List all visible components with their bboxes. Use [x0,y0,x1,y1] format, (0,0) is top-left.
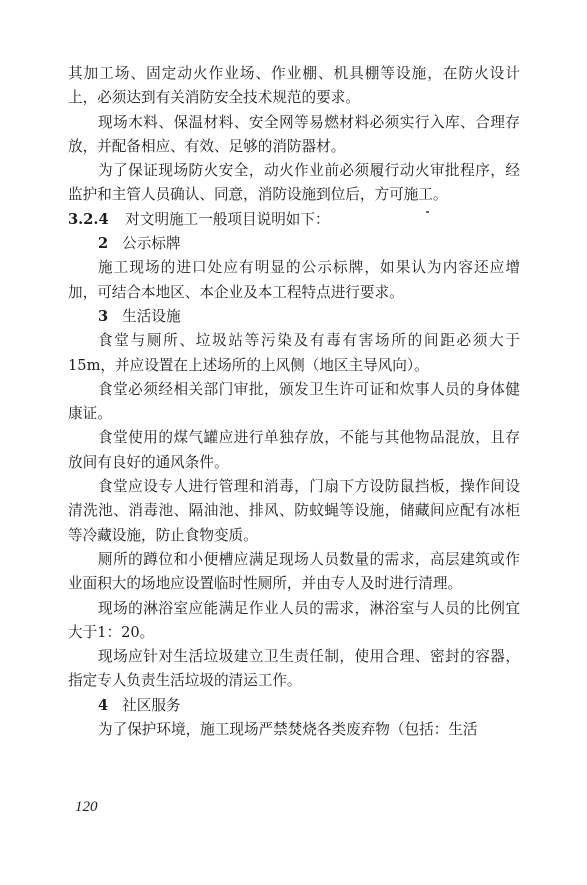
page-number: 120 [75,799,98,815]
paragraph: 食堂使用的煤气罐应进行单独存放，不能与其他物品混放，且存放间有良好的通风条件。 [68,429,520,471]
paragraph: 其加工场、固定动火作业场、作业棚、机具棚等设施，在防火设计上，必须达到有关消防安全技术规范的要求。 [68,65,520,107]
paragraph: 食堂必须经相关部门审批，颁发卫生许可证和炊事人员的身体健康证。 [68,380,520,423]
item-heading [68,305,520,329]
paragraph: 食堂与厕所、垃圾站等污染及有毒有害场所的间距必须大于15m，并应设置在上述场所的上风侧（地区主导风向）。 [68,332,520,374]
item-number: 4 [98,696,109,714]
scan-speck [426,211,429,213]
clause-heading [68,208,520,232]
paragraph: 现场的淋浴室应能满足作业人员的需求，淋浴室与人员的比例宜大于1：20。 [68,599,520,641]
paragraph: 施工现场的进口处应有明显的公示标牌，如果认为内容还应增加，可结合本地区、本企业及本工程特点进行要求。 [68,259,520,301]
paragraph: 为了保证现场防火安全，动火作业前必须履行动火审批程序，经监护和主管人员确认、同意，消防设施到位后，方可施工。 [68,162,520,204]
paragraph: 为了保护环境，施工现场严禁焚烧各类废弃物（包括：生活 [98,721,478,739]
item-heading [68,232,520,256]
clause-number: 3.2.4 [68,210,109,228]
paragraph: 现场木料、保温材料、安全网等易燃材料必须实行入库、合理存放，并配备相应、有效、足够的消防器材。 [68,113,520,155]
item-title: 公示标牌 [122,235,181,253]
page-body [68,62,520,742]
paragraph: 现场应针对生活垃圾建立卫生责任制，使用合理、密封的容器，指定专人负责生活垃圾的清运工作。 [68,648,520,690]
item-number: 2 [98,235,109,253]
item-title: 生活设施 [122,307,181,325]
paragraph: 食堂应设专人进行管理和消毒，门扇下方设防鼠挡板，操作间设清洗池、消毒池、隔油池、排风、防蚊蝇等设施，储藏间应配有冰柜等冷藏设施，防止食物变质。 [68,478,520,544]
item-heading [68,694,520,718]
item-title: 社区服务 [122,696,181,714]
item-number: 3 [98,307,109,325]
clause-title: 对文明施工一般项目说明如下： [125,210,330,228]
paragraph: 厕所的蹲位和小便槽应满足现场人员数量的需求，高层建筑或作业面积大的场地应设置临时性厕所，并由专人及时进行清理。 [68,550,520,593]
